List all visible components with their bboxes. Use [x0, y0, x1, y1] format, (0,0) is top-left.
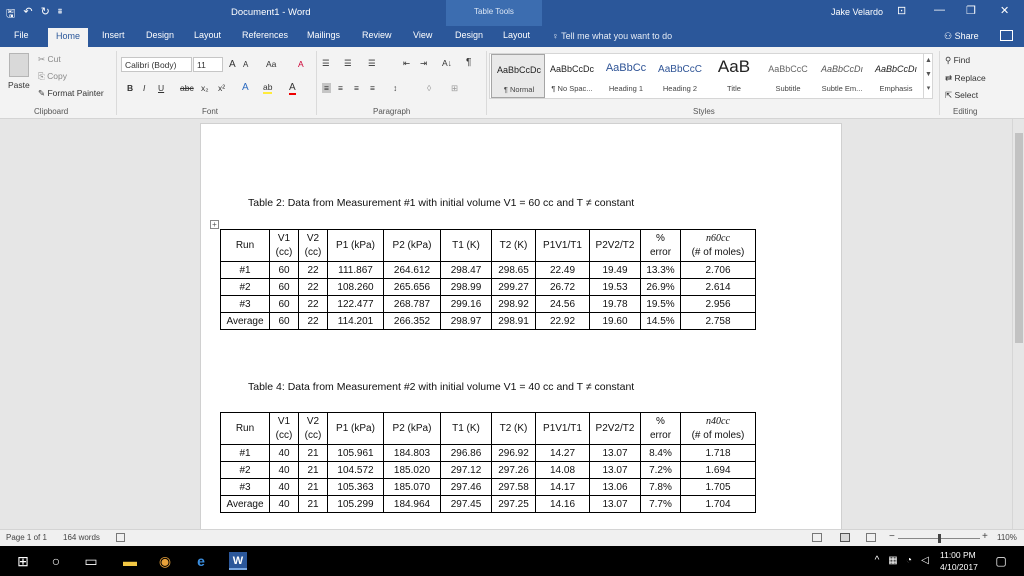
table-cell[interactable]: 184.803: [384, 445, 441, 462]
table-cell[interactable]: 22: [299, 296, 328, 313]
table-cell[interactable]: 297.46: [441, 479, 492, 496]
table-cell[interactable]: 298.99: [441, 279, 492, 296]
table-cell[interactable]: #3: [221, 296, 270, 313]
lightbulb-icon: ♀: [552, 31, 562, 41]
tell-me-search[interactable]: [552, 31, 672, 41]
table-cell[interactable]: 265.656: [384, 279, 441, 296]
windows-start-icon[interactable]: ⊞: [17, 553, 29, 569]
table-cell[interactable]: 184.964: [384, 496, 441, 513]
table-row: [221, 313, 756, 330]
paste-button[interactable]: Paste: [8, 80, 30, 90]
tab-layout[interactable]: Layout: [194, 30, 222, 40]
save-icon[interactable]: 🖫: [6, 8, 16, 20]
table-cell[interactable]: 185.070: [384, 479, 441, 496]
select-button[interactable]: [945, 90, 978, 101]
minimize-icon[interactable]: —: [934, 4, 945, 16]
header-v1[interactable]: [270, 230, 299, 262]
table-cell[interactable]: 26.9%: [641, 279, 681, 296]
style-name: Heading 2: [662, 84, 698, 93]
ribbon-display-options-icon[interactable]: ⊡: [897, 5, 907, 17]
table-cell[interactable]: 13.07: [590, 445, 641, 462]
zoom-in-button[interactable]: +: [982, 531, 988, 542]
table-cell[interactable]: 19.53: [590, 279, 641, 296]
show-hidden-icons-icon[interactable]: ^: [874, 555, 880, 566]
chrome-icon[interactable]: ◉: [158, 553, 172, 569]
italic-button[interactable]: I: [143, 83, 146, 93]
table-cell[interactable]: 60: [270, 296, 299, 313]
style-sample: AaBbCcDc: [549, 64, 594, 74]
comments-icon[interactable]: [1000, 30, 1013, 41]
status-bar: [0, 529, 1024, 546]
table-cell[interactable]: 298.92: [492, 296, 536, 313]
table-2-caption[interactable]: Table 2: Data from Measurement #1 with initial volume V1 = 60 cc and T ≠ constant: [248, 197, 635, 209]
tell-me-label: Tell me what you want to do: [561, 31, 673, 41]
header-v2-unit: (cc): [304, 246, 322, 258]
table-cell[interactable]: 296.92: [492, 445, 536, 462]
group-divider: [486, 51, 487, 115]
table-cell[interactable]: 299.16: [441, 296, 492, 313]
ribbon: [0, 47, 1024, 119]
table-cell[interactable]: 8.4%: [641, 445, 681, 462]
page-count[interactable]: Page 1 of 1: [6, 533, 47, 542]
header-p2[interactable]: P2 (kPa): [384, 230, 441, 262]
change-case-button[interactable]: Aa: [266, 59, 277, 69]
table-cell[interactable]: 13.07: [590, 496, 641, 513]
table-cell[interactable]: 14.08: [536, 462, 590, 479]
clipboard-group-label: Clipboard: [34, 107, 69, 116]
table-row: [221, 279, 756, 296]
tab-table-design[interactable]: Design: [455, 30, 484, 40]
header-n-label: n60cc: [706, 232, 730, 244]
table-cell[interactable]: 297.12: [441, 462, 492, 479]
search-icon: ⚲: [945, 55, 954, 65]
share-button[interactable]: [944, 31, 979, 42]
header-v2-unit: (cc): [304, 429, 322, 441]
table-cell[interactable]: 13.3%: [641, 262, 681, 279]
brush-icon: ✎: [38, 88, 48, 98]
header-v1[interactable]: [270, 413, 299, 445]
network-icon[interactable]: ▦: [888, 555, 898, 566]
word-count[interactable]: 164 words: [63, 533, 100, 542]
table-cell[interactable]: 13.06: [590, 479, 641, 496]
style-name: Subtitle: [775, 84, 801, 93]
zoom-slider-thumb[interactable]: [938, 534, 941, 543]
table-4-caption[interactable]: Table 4: Data from Measurement #2 with initial volume V1 = 40 cc and T ≠ constant: [248, 381, 635, 393]
table-cell[interactable]: 298.97: [441, 313, 492, 330]
taskbar: [0, 546, 1024, 576]
table-cell[interactable]: 21: [299, 496, 328, 513]
header-p1v1t1[interactable]: P1V1/T1: [536, 230, 590, 262]
table-cell[interactable]: 22.92: [536, 313, 590, 330]
table-header-row: [221, 413, 756, 445]
find-button[interactable]: [945, 55, 970, 66]
table-cell[interactable]: 21: [299, 445, 328, 462]
header-error[interactable]: [641, 230, 681, 262]
person-icon: ⚇: [944, 31, 955, 41]
style-title[interactable]: [707, 54, 761, 98]
clear-formatting-button[interactable]: A: [298, 59, 304, 69]
table-row: [221, 262, 756, 279]
proofing-icon[interactable]: [116, 533, 125, 542]
read-mode-icon[interactable]: [812, 533, 822, 542]
table-cell[interactable]: 26.72: [536, 279, 590, 296]
align-left-button[interactable]: ≡: [324, 83, 329, 93]
increase-indent-button[interactable]: ⇥: [420, 58, 428, 68]
style-normal[interactable]: [491, 54, 545, 98]
format-painter-label: Format Painter: [47, 88, 104, 98]
editing-group-label: Editing: [953, 107, 978, 116]
tab-mailings[interactable]: Mailings: [307, 30, 341, 40]
web-layout-icon[interactable]: [866, 533, 876, 542]
style-no-spacing[interactable]: [545, 54, 599, 98]
table-cell[interactable]: 60: [270, 313, 299, 330]
table-cell[interactable]: 22: [299, 262, 328, 279]
table-cell[interactable]: 296.86: [441, 445, 492, 462]
table-cell[interactable]: 298.91: [492, 313, 536, 330]
decrease-indent-button[interactable]: ⇤: [403, 58, 411, 68]
table-cell[interactable]: 60: [270, 262, 299, 279]
table-cell[interactable]: 40: [270, 479, 299, 496]
title-bar: [0, 0, 1024, 26]
style-subtitle[interactable]: [761, 54, 815, 98]
header-v2[interactable]: [299, 230, 328, 262]
table-cell[interactable]: #1: [221, 445, 270, 462]
table-cell[interactable]: 19.5%: [641, 296, 681, 313]
font-name-combo[interactable]: Calibri (Body): [121, 57, 192, 72]
header-t1[interactable]: T1 (K): [441, 230, 492, 262]
table-cell[interactable]: #2: [221, 279, 270, 296]
style-sample: AaBbCcDı: [820, 64, 864, 74]
bullets-button[interactable]: ☰: [322, 58, 330, 68]
style-name: Emphasis: [879, 84, 913, 93]
task-view-icon[interactable]: ▭: [84, 553, 98, 569]
line-spacing-button[interactable]: ↕: [393, 83, 398, 93]
table-cell[interactable]: 19.49: [590, 262, 641, 279]
table-cell[interactable]: 40: [270, 496, 299, 513]
header-error-symbol: %: [656, 415, 665, 427]
tab-insert[interactable]: Insert: [102, 30, 125, 40]
zoom-out-button[interactable]: −: [889, 531, 895, 542]
select-label: Select: [954, 90, 979, 100]
table-cell[interactable]: 24.56: [536, 296, 590, 313]
table-cell[interactable]: 297.25: [492, 496, 536, 513]
cursor-icon: ⇱: [945, 90, 955, 100]
restore-icon[interactable]: ❐: [966, 5, 976, 17]
table-cell[interactable]: 104.572: [328, 462, 384, 479]
table-cell[interactable]: 298.47: [441, 262, 492, 279]
table-cell[interactable]: 14.27: [536, 445, 590, 462]
close-icon[interactable]: ✕: [1000, 5, 1010, 17]
table-move-handle-icon[interactable]: +: [210, 220, 219, 229]
table-cell[interactable]: 14.17: [536, 479, 590, 496]
header-t2[interactable]: T2 (K): [492, 413, 536, 445]
table-row: [221, 462, 756, 479]
table-tools-label: Table Tools: [474, 7, 514, 16]
style-sample: AaBbCc: [605, 62, 647, 74]
table-cell[interactable]: 19.78: [590, 296, 641, 313]
table-cell[interactable]: Average: [221, 313, 270, 330]
table-cell[interactable]: 2.706: [681, 262, 756, 279]
table-cell[interactable]: 22: [299, 313, 328, 330]
table-cell[interactable]: 40: [270, 462, 299, 479]
bold-button[interactable]: B: [127, 83, 134, 93]
table-cell[interactable]: 299.27: [492, 279, 536, 296]
clock-date[interactable]: 4/10/2017: [940, 562, 978, 572]
table-cell[interactable]: 21: [299, 479, 328, 496]
table-cell[interactable]: 7.8%: [641, 479, 681, 496]
file-explorer-icon[interactable]: ▬: [123, 553, 137, 569]
header-v2[interactable]: [299, 413, 328, 445]
table-row: [221, 445, 756, 462]
quick-access-toolbar: [6, 5, 62, 24]
highlight-button[interactable]: ab: [263, 82, 273, 92]
table-cell[interactable]: 7.7%: [641, 496, 681, 513]
align-right-button[interactable]: ≡: [354, 83, 359, 93]
text-effects-button[interactable]: A: [242, 82, 249, 93]
paste-icon[interactable]: [9, 53, 29, 77]
table-cell[interactable]: 60: [270, 279, 299, 296]
header-v1-label: V1: [277, 232, 291, 244]
tab-file[interactable]: File: [14, 30, 29, 40]
style-name: Subtle Em...: [821, 84, 863, 93]
styles-group-label: Styles: [693, 107, 715, 116]
justify-button[interactable]: ≡: [370, 83, 375, 93]
table-cell[interactable]: 2.758: [681, 313, 756, 330]
font-size-combo[interactable]: 11: [193, 57, 223, 72]
vertical-scrollbar[interactable]: [1012, 119, 1024, 529]
edge-icon[interactable]: e: [197, 553, 205, 569]
user-name[interactable]: Jake Velardo: [831, 7, 884, 17]
header-v2-label: V2: [306, 415, 320, 427]
sort-button[interactable]: A↓: [442, 58, 452, 68]
table-cell[interactable]: 297.26: [492, 462, 536, 479]
header-run[interactable]: Run: [221, 413, 270, 445]
table-cell[interactable]: 22: [299, 279, 328, 296]
table-cell[interactable]: 298.65: [492, 262, 536, 279]
table-cell[interactable]: #3: [221, 479, 270, 496]
strikethrough-button[interactable]: abc: [180, 83, 194, 93]
table-cell[interactable]: 297.45: [441, 496, 492, 513]
header-v1-label: V1: [277, 415, 291, 427]
header-p2v2t2[interactable]: P2V2/T2: [590, 413, 641, 445]
table-cell[interactable]: 185.020: [384, 462, 441, 479]
group-divider: [116, 51, 117, 115]
table-cell[interactable]: 2.614: [681, 279, 756, 296]
table-cell[interactable]: Average: [221, 496, 270, 513]
style-emphasis[interactable]: [869, 54, 923, 98]
table-cell[interactable]: 1.705: [681, 479, 756, 496]
table-cell[interactable]: 21: [299, 462, 328, 479]
style-name: Heading 1: [608, 84, 644, 93]
table-cell[interactable]: 14.5%: [641, 313, 681, 330]
header-moles-label: (# of moles): [691, 429, 745, 441]
header-p1[interactable]: P1 (kPa): [328, 230, 384, 262]
header-error[interactable]: [641, 413, 681, 445]
header-v1-unit: (cc): [275, 429, 293, 441]
find-label: Find: [953, 55, 971, 65]
table-cell[interactable]: 2.956: [681, 296, 756, 313]
action-center-icon[interactable]: ▢: [995, 554, 1007, 568]
table-cell[interactable]: 1.704: [681, 496, 756, 513]
header-moles-label: (# of moles): [691, 246, 745, 258]
cut-button[interactable]: [38, 54, 61, 65]
paragraph-group-label: Paragraph: [373, 107, 411, 116]
redo-icon[interactable]: ↻: [40, 6, 50, 18]
table-cell[interactable]: 122.477: [328, 296, 384, 313]
copy-icon: ⎘: [38, 71, 48, 81]
table-cell[interactable]: 105.363: [328, 479, 384, 496]
table-cell[interactable]: 105.299: [328, 496, 384, 513]
scrollbar-thumb[interactable]: [1015, 133, 1023, 343]
style-name: ¶ No Spac...: [551, 84, 593, 93]
format-painter-button[interactable]: [38, 88, 104, 99]
group-divider: [316, 51, 317, 115]
clock-time[interactable]: 11:00 PM: [940, 550, 976, 560]
table-cell[interactable]: 266.352: [384, 313, 441, 330]
tab-design[interactable]: Design: [146, 30, 175, 40]
replace-icon: ⇄: [945, 73, 955, 83]
replace-label: Replace: [954, 73, 986, 83]
share-label: Share: [954, 31, 979, 41]
table-row: [221, 296, 756, 313]
header-error-label: error: [649, 246, 672, 258]
table-cell[interactable]: #1: [221, 262, 270, 279]
table-4[interactable]: [220, 412, 756, 513]
underline-button[interactable]: U: [158, 83, 165, 93]
table-cell[interactable]: 7.2%: [641, 462, 681, 479]
font-color-button[interactable]: A: [289, 82, 296, 93]
numbering-button[interactable]: ☰: [344, 58, 352, 68]
document-canvas[interactable]: [0, 119, 1012, 529]
styles-gallery: [489, 53, 933, 99]
table-cell[interactable]: 1.694: [681, 462, 756, 479]
copy-label: Copy: [47, 71, 68, 81]
header-moles[interactable]: [681, 413, 756, 445]
table-cell[interactable]: 40: [270, 445, 299, 462]
style-sample: AaBbCcC: [768, 64, 808, 74]
table-row: [221, 479, 756, 496]
table-cell[interactable]: 1.718: [681, 445, 756, 462]
header-error-label: error: [649, 429, 672, 441]
grow-font-button[interactable]: A: [229, 59, 236, 70]
borders-button[interactable]: ⊞: [451, 83, 459, 93]
shrink-font-button[interactable]: A: [243, 60, 249, 69]
align-center-button[interactable]: ≡: [338, 83, 343, 93]
cut-label: Cut: [47, 54, 61, 64]
table-header-row: [221, 230, 756, 262]
shading-button[interactable]: ◊: [427, 83, 432, 93]
tab-references[interactable]: References: [242, 30, 289, 40]
superscript-button[interactable]: x²: [218, 83, 226, 93]
table-cell[interactable]: 13.07: [590, 462, 641, 479]
document-title: Document1 - Word: [231, 7, 311, 18]
table-cell[interactable]: 14.16: [536, 496, 590, 513]
style-name: Title: [727, 84, 741, 93]
undo-icon[interactable]: ↶: [23, 6, 33, 18]
header-p1[interactable]: P1 (kPa): [328, 413, 384, 445]
table-2[interactable]: [220, 229, 756, 330]
print-layout-icon[interactable]: [840, 533, 850, 542]
table-cell[interactable]: 111.867: [328, 262, 384, 279]
table-cell[interactable]: 19.60: [590, 313, 641, 330]
header-t2[interactable]: T2 (K): [492, 230, 536, 262]
style-subtle-emphasis[interactable]: [815, 54, 869, 98]
table-cell[interactable]: 297.58: [492, 479, 536, 496]
replace-button[interactable]: [945, 73, 986, 84]
copy-button[interactable]: [38, 71, 67, 82]
header-p2[interactable]: P2 (kPa): [384, 413, 441, 445]
table-cell[interactable]: #2: [221, 462, 270, 479]
show-marks-button[interactable]: ¶: [466, 57, 472, 68]
ribbon-tabs: [0, 26, 1024, 47]
style-sample: AaB: [717, 57, 751, 76]
font-group-label: Font: [202, 107, 219, 116]
tab-view[interactable]: View: [413, 30, 433, 40]
header-p2v2t2[interactable]: P2V2/T2: [590, 230, 641, 262]
table-cell[interactable]: 105.961: [328, 445, 384, 462]
header-t1[interactable]: T1 (K): [441, 413, 492, 445]
table-cell[interactable]: 108.260: [328, 279, 384, 296]
zoom-level[interactable]: 110%: [997, 533, 1017, 542]
header-n-label: n40cc: [706, 415, 730, 427]
document-page[interactable]: [200, 123, 842, 529]
styles-scroll-arrows-icon[interactable]: ▲ ▼ ▾: [923, 54, 933, 98]
header-v2-label: V2: [306, 232, 320, 244]
header-p1v1t1[interactable]: P1V1/T1: [536, 413, 590, 445]
header-error-symbol: %: [656, 232, 665, 244]
style-heading-2[interactable]: [653, 54, 707, 98]
table-cell[interactable]: 22.49: [536, 262, 590, 279]
style-name: ¶ Normal: [503, 85, 535, 94]
style-heading-1[interactable]: [599, 54, 653, 98]
subscript-button[interactable]: x₂: [201, 83, 209, 93]
style-sample: AaBbCcC: [658, 64, 702, 75]
table-row: [221, 496, 756, 513]
style-sample: AaBbCcDı: [874, 64, 918, 74]
group-divider: [939, 51, 940, 115]
header-run[interactable]: Run: [221, 230, 270, 262]
table-cell[interactable]: 268.787: [384, 296, 441, 313]
table-cell[interactable]: 264.612: [384, 262, 441, 279]
cortana-icon[interactable]: ○: [51, 553, 61, 569]
multilevel-list-button[interactable]: ☰: [368, 58, 376, 68]
tab-review[interactable]: Review: [362, 30, 392, 40]
customize-qat-icon[interactable]: ⩩: [57, 7, 63, 16]
volume-icon[interactable]: ◁: [921, 555, 929, 566]
tab-table-layout[interactable]: Layout: [503, 30, 531, 40]
header-v1-unit: (cc): [275, 246, 293, 258]
table-cell[interactable]: 114.201: [328, 313, 384, 330]
style-sample: AaBbCcDc: [496, 65, 541, 75]
wifi-icon[interactable]: ◔: [905, 555, 913, 566]
word-taskbar-icon[interactable]: W: [229, 552, 247, 570]
table-tools-context: [446, 0, 542, 26]
header-moles[interactable]: [681, 230, 756, 262]
scissors-icon: ✂: [38, 54, 48, 64]
tab-home[interactable]: Home: [48, 28, 88, 47]
